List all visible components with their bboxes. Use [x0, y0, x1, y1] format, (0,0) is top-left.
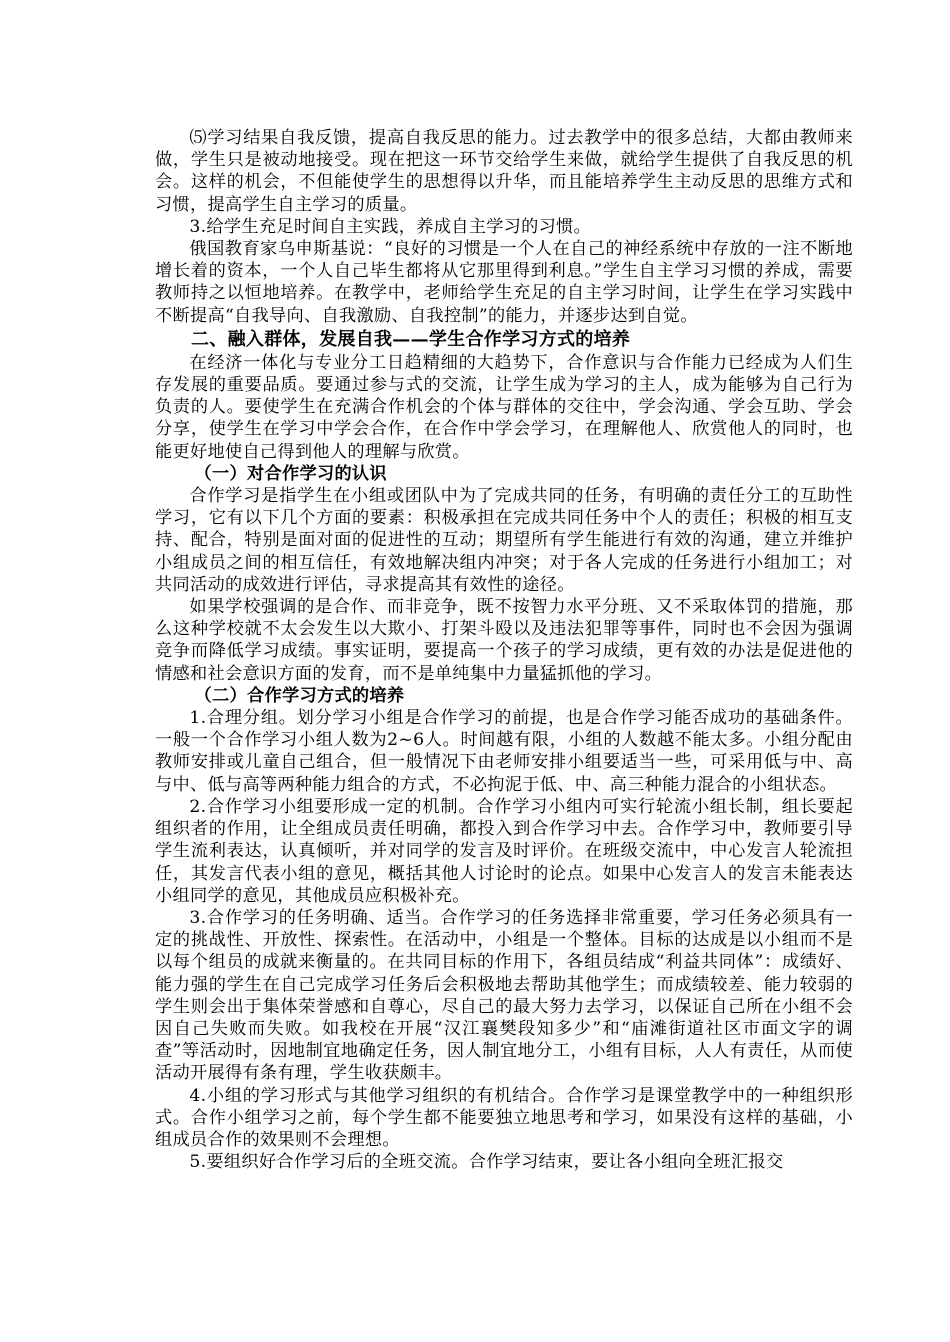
paragraph-cooperation-definition: 合作学习是指学生在小组或团队中为了完成共同的任务，有明确的责任分工的互助性学习，它有以下几个方面的要素：积极承担在完成共同任务中个人的责任；积极的相互支持、配合，特别是面对面的促进性的互动；期望所有学生能进行有效的沟通，建立并维护小组成员之间的相互信任，有效地解决组内冲突；对于各人完成的任务进行小组加工；对共同活动的成效进行评估，寻求提高其有效性的途径。	[155, 486, 853, 595]
paragraph-point-5-class-exchange: 5.要组织好合作学习后的全班交流。合作学习结束，要让各小组向全班汇报交	[189, 1152, 784, 1173]
section-heading-2: 二、融入群体，发展自我——学生合作学习方式的培养	[191, 328, 631, 350]
paragraph-point-4-combination: 4.小组的学习形式与其他学习组织的有机结合。合作学习是课堂教学中的一种组织形式。合作小组学习之前，每个学生都不能要独立地思考和学习，如果没有这样的基础，小组成员合作的效果则不会理想。	[155, 1085, 853, 1150]
subheading-cultivation: （二）合作学习方式的培养	[194, 685, 405, 706]
paragraph-ushinsky-quote: 俄国教育家乌申斯基说：“良好的习惯是一个人在自己的神经系统中存放的一注不断地增长着的资本，一个人自己毕生都将从它那里得到利息。”学生自主学习习惯的养成，需要教师持之以恒地培养。在教学中，老师给学生充足的自主学习时间，让学生在学习实践中不断提高“自我导向、自我激励、自我控制”的能力，并逐步达到自觉。	[155, 239, 853, 326]
paragraph-cooperation-vs-competition: 如果学校强调的是合作、而非竞争，既不按智力水平分班、又不采取体罚的措施，那么这种学校就不太会发生以大欺小、打架斗殴以及违法犯罪等事件，同时也不会因为强调竞争而降低学习成绩。事实证明，要提高一个孩子的学习成绩，更有效的办法是促进他的情感和社会意识方面的发育，而不是单纯集中力量猛抓他的学习。	[155, 597, 853, 684]
subheading-understanding: （一）对合作学习的认识	[194, 463, 387, 484]
paragraph-cooperation-intro: 在经济一体化与专业分工日趋精细的大趋势下，合作意识与合作能力已经成为人们生存发展的重要品质。要通过参与式的交流，让学生成为学习的主人，成为能够为自己行为负责的人。要使学生在充满合作机会的个体与群体的交往中，学会沟通、学会互助、学会分享，使学生在学习中学会合作，在合作中学会学习，在理解他人、欣赏他人的同时，也能更好地使自己得到他人的理解与欣赏。	[155, 352, 853, 462]
paragraph-point-3-practice: 3.给学生充足时间自主实践，养成自主学习的习惯。	[189, 216, 592, 237]
paragraph-point-2-mechanism: 2.合作学习小组要形成一定的机制。合作学习小组内可实行轮流小组长制，组长要起组织者的作用，让全组成员责任明确，都投入到合作学习中去。合作学习中，教师要引导学生流利表达，认真倾听，并对同学的发言及时评价。在班级交流中，中心发言人轮流担任，其发言代表小组的意见，概括其他人讨论时的论点。如果中心发言人的发言未能表达小组同学的意见，其他成员应积极补充。	[155, 796, 853, 906]
paragraph-point-1-grouping: 1.合理分组。划分学习小组是合作学习的前提，也是合作学习能否成功的基础条件。一般一个合作学习小组人数为2~6人。时间越有限，小组的人数越不能太多。小组分配由教师安排或儿童自己组合，但一般情况下由老师安排小组要适当一些，可采用低与中、高与中、低与高等两种能力组合的方式，不必拘泥于低、中、高三种能力混合的小组状态。	[155, 708, 853, 795]
paragraph-point-3-tasks: 3.合作学习的任务明确、适当。合作学习的任务选择非常重要，学习任务必须具有一定的挑战性、开放性、探索性。在活动中，小组是一个整体。目标的达成是以小组而不是以每个组员的成就来衡量的。在共同目标的作用下，各组员结成“利益共同体”：成绩好、能力强的学生在自己完成学习任务后会积极地去帮助其他学生；而成绩较差、能力较弱的学生则会出于集体荣誉感和自尊心，尽自己的最大努力去学习，以保证自己所在小组不会因自己失败而失败。如我校在开展“汉江襄樊段知多少”和“庙滩街道社区市面文字的调查”等活动时，因地制宜地确定任务，因人制宜地分工，小组有目标，人人有责任，从而使活动开展得有条有理，学生收获颇丰。	[155, 907, 853, 1084]
document-body	[155, 127, 853, 1173]
paragraph-self-reflection: ⑸学习结果自我反馈，提高自我反思的能力。过去教学中的很多总结，大都由教师来做，学生只是被动地接受。现在把这一环节交给学生来做，就给学生提供了自我反思的机会。这样的机会，不但能使学生的思想得以升华，而且能培养学生主动反思的思维方式和习惯，提高学生自主学习的质量。	[155, 128, 853, 215]
